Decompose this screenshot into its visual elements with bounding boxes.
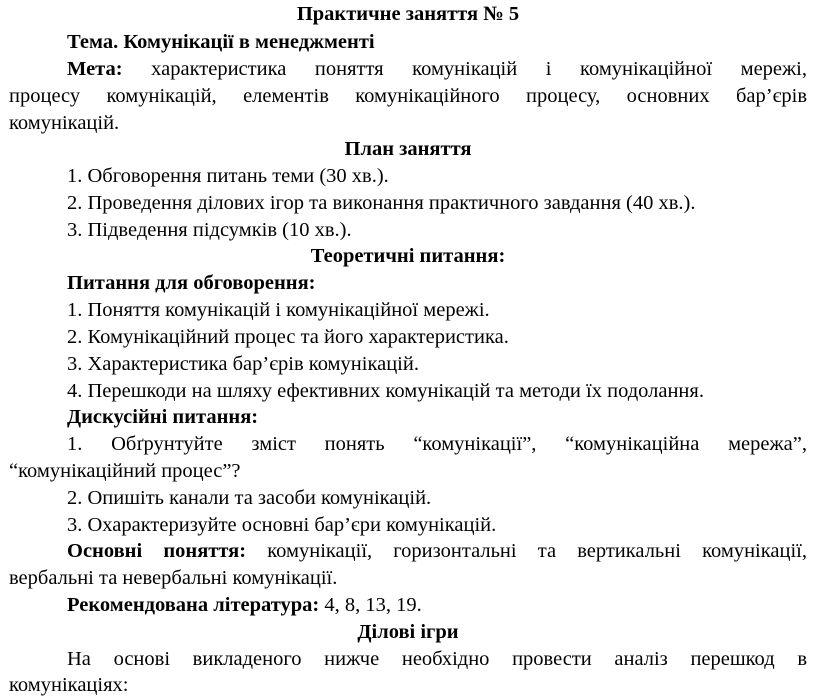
plan-item-2: 2. Проведення ділових ігор та виконання практичного завдання (40 хв.). xyxy=(67,192,696,214)
literature-text: 4, 8, 13, 19. xyxy=(324,594,422,616)
debate-item-3: 3. Охарактеризуйте основні бар’єри комунікацій. xyxy=(67,514,497,536)
literature-label: Рекомендована література: xyxy=(67,594,320,616)
document-page xyxy=(9,0,807,696)
literature-line xyxy=(9,593,807,617)
discussion-item-3: 3. Характеристика бар’єрів комунікацій. xyxy=(67,353,419,375)
key-concepts-line-1 xyxy=(9,539,807,563)
plan-heading: План заняття xyxy=(344,138,472,160)
debate-item-1-line-1: 1. Обґрунтуйте зміст понять “комунікації”, “комунікаційна мережа”, xyxy=(67,433,807,455)
plan-item-1: 1. Обговорення питань теми (30 хв.). xyxy=(67,165,389,187)
debate-item-2: 2. Опишіть канали та засоби комунікацій. xyxy=(67,487,432,509)
discussion-item-4: 4. Перешкоди на шляху ефективних комунікацій та методи їх подолання. xyxy=(67,380,704,402)
games-text-line-2: комунікаціях: xyxy=(9,674,129,696)
goal-line-2: процесу комунікацій, елементів комунікаційного процесу, основних бар’єрів xyxy=(9,85,807,107)
page-title: Практичне заняття № 5 xyxy=(296,3,520,25)
goal-line-1 xyxy=(9,57,807,81)
topic-text: Комунікації в менеджменті xyxy=(123,31,375,53)
goal-label: Мета: xyxy=(67,58,123,80)
games-text-line-1: На основі викладеного нижче необхідно провести аналіз перешкод в xyxy=(67,648,807,670)
key-concepts-line-2: вербальні та невербальні комунікації. xyxy=(9,567,338,589)
goal-text-1: характеристика поняття комунікацій і комунікаційної мережі, xyxy=(151,58,807,80)
games-heading: Ділові ігри xyxy=(357,621,459,643)
discussion-heading: Питання для обговорення: xyxy=(67,272,316,294)
debate-heading: Дискусійні питання: xyxy=(67,406,259,428)
key-concepts-label: Основні поняття: xyxy=(67,540,247,562)
theory-heading: Теоретичні питання: xyxy=(310,245,506,267)
topic-line xyxy=(9,30,807,54)
goal-line-3: комунікацій. xyxy=(9,112,120,134)
plan-item-3: 3. Підведення підсумків (10 хв.). xyxy=(67,219,352,241)
debate-item-1-line-2: “комунікаційний процес”? xyxy=(9,460,241,482)
discussion-item-1: 1. Поняття комунікацій і комунікаційної мережі. xyxy=(67,299,490,321)
discussion-item-2: 2. Комунікаційний процес та його характеристика. xyxy=(67,326,509,348)
key-concepts-text-1: комунікації, горизонтальні та вертикальні комунікації, xyxy=(267,540,807,562)
topic-label: Тема. xyxy=(67,31,119,53)
